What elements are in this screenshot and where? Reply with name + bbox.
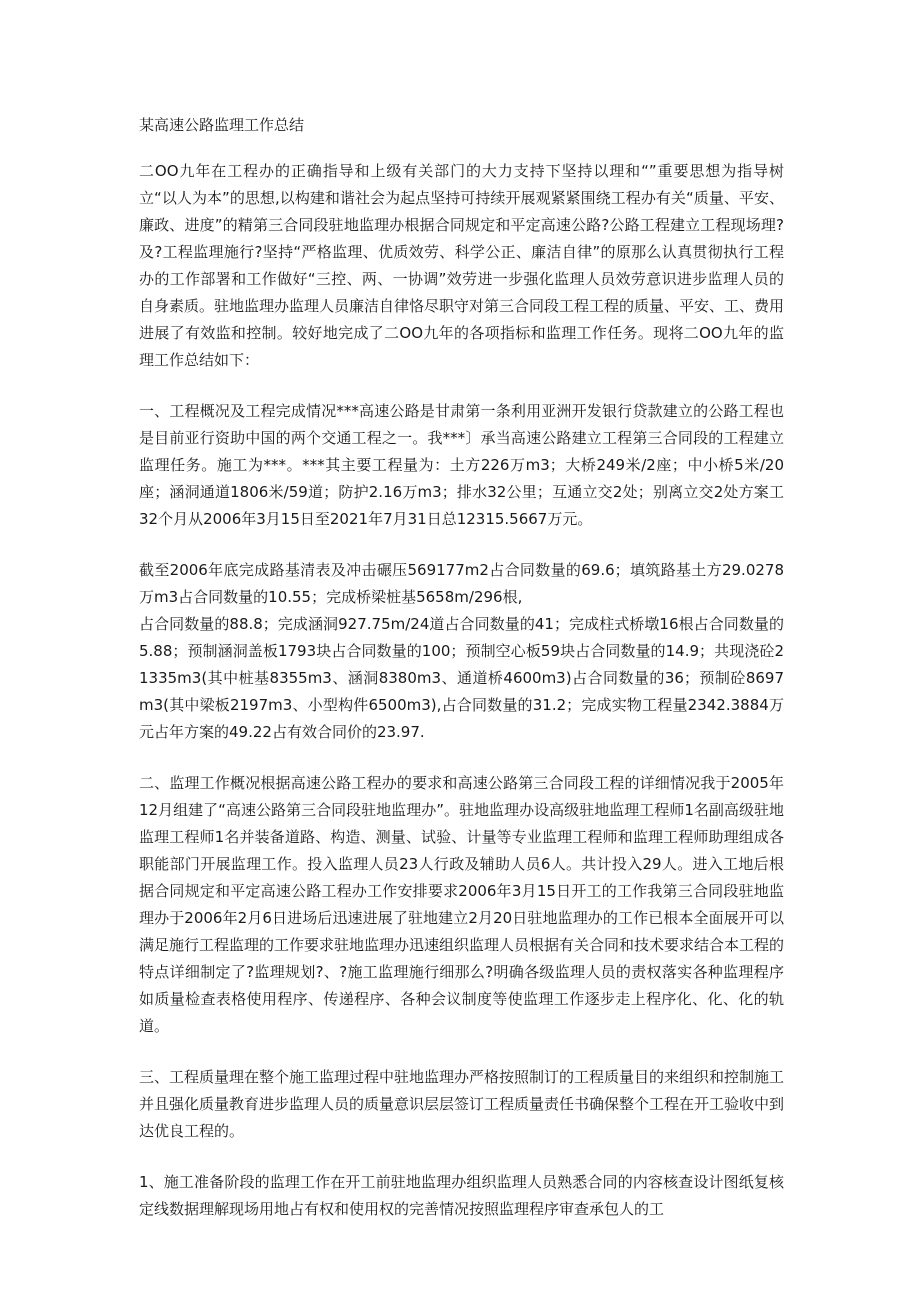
paragraph-intro: 二OO九年在工程办的正确指导和上级有关部门的大力支持下坚持以理和“”重要思想为指导树立“以人为本”的思想,以构建和谐社会为起点坚持可持续开展观紧紧围绕工程办有关“质量、平安、廉政、进度”的精第三合同段驻地监理办根据合同规定和平定高速公路?公路工程建立工程现场理?及?工程监理施行?坚持“严格监理、优质效劳、科学公正、廉洁自律”的原那么认真贯彻执行工程办的工作部署和工作做好“三控、两、一协调”效劳进一步强化监理人员效劳意识进步监理人员的自身素质。驻地监理办监理人员廉洁自律恪尽职守对第三合同段工程工程的质量、平安、工、费用进展了有效监和控制。较好地完成了二OO九年的各项指标和监理工作任务。现将二OO九年的监理工作总结如下：: [139, 162, 785, 369]
paragraph-progress-stats: 截至2006年底完成路基清表及冲击碾压569177m2占合同数量的69.6；填筑路基土方29.0278万m3占合同数量的10.55；完成桥梁桩基5658m/296根, 占合同数量的88.8；完成涵洞927.75m/24道占合同数量的41；完成柱式桥墩16根占合同数量的5.88；预制涵洞盖板1793块占合同数量的100；预制空心板59块占合同数量的14.9；共现浇砼21335m3(其中桩基8355m3、涵洞8380m3、通道桥4600m3)占合同数量的36；预制砼8697m3(其中梁板2197m3、小型构件6500m3),占合同数量的31.2；完成实物工程量2342.3884万元占年方案的49.22占有效合同价的23.97.: [139, 561, 784, 741]
paragraph-preparation-stage: 1、施工准备阶段的监理工作在开工前驻地监理办组织监理人员熟悉合同的内容核查设计图纸复核定线数据理解现场用地占有权和使用权的完善情况按照监理程序审查承包人的工: [139, 1173, 784, 1218]
paragraph-supervision-overview: 二、监理工作概况根据高速公路工程办的要求和高速公路第三合同段工程的详细情况我于2005年12月组建了“高速公路第三合同段驻地监理办”。驻地监理办设高级驻地监理工程师1名副高级驻地监理工程师1名并装备道路、构造、测量、试验、计量等专业监理工程师和监理工程师助理组成各职能部门开展监理工作。投入监理人员23人行政及辅助人员6人。共计投入29人。进入工地后根据合同规定和平定高速公路工程办工作安排要求2006年3月15日开工的工作我第三合同段驻地监理办于2006年2月6日进场后迅速进展了驻地建立2月20日驻地监理办的工作已根本全面展开可以满足施行工程监理的工作要求驻地监理办迅速组织监理人员根据有关合同和技术要求结合本工程的特点详细制定了?监理规划?、?施工监理施行细那么?明确各级监理人员的责权落实各种监理程序如质量检查表格使用程序、传递程序、各种会议制度等使监理工作逐步走上程序化、化、化的轨道。: [139, 774, 785, 1035]
document-title: 某高速公路监理工作总结: [139, 116, 305, 134]
paragraph-quality-management: 三、工程质量理在整个施工监理过程中驻地监理办严格按照制订的工程质量目的来组织和控制施工并且强化质量教育进步监理人员的质量意识层层签订工程质量责任书确保整个工程在开工验收中到达优良工程的。: [139, 1068, 785, 1140]
document-page: [139, 112, 784, 1247]
paragraph-project-overview: 一、工程概况及工程完成情况***高速公路是甘肃第一条利用亚洲开发银行贷款建立的公路工程也是目前亚行资助中国的两个交通工程之一。我***〕承当高速公路建立工程第三合同段的工程建立监理任务。施工为***。***其主要工程量为：土方226万m3；大桥249米/2座；中小桥5米/20座；涵洞通道1806米/59道；防护2.16万m3；排水32公里；互通立交2处；别离立交2处方案工32个月从2006年3月15日至2021年7月31日总12315.5667万元。: [139, 402, 784, 528]
